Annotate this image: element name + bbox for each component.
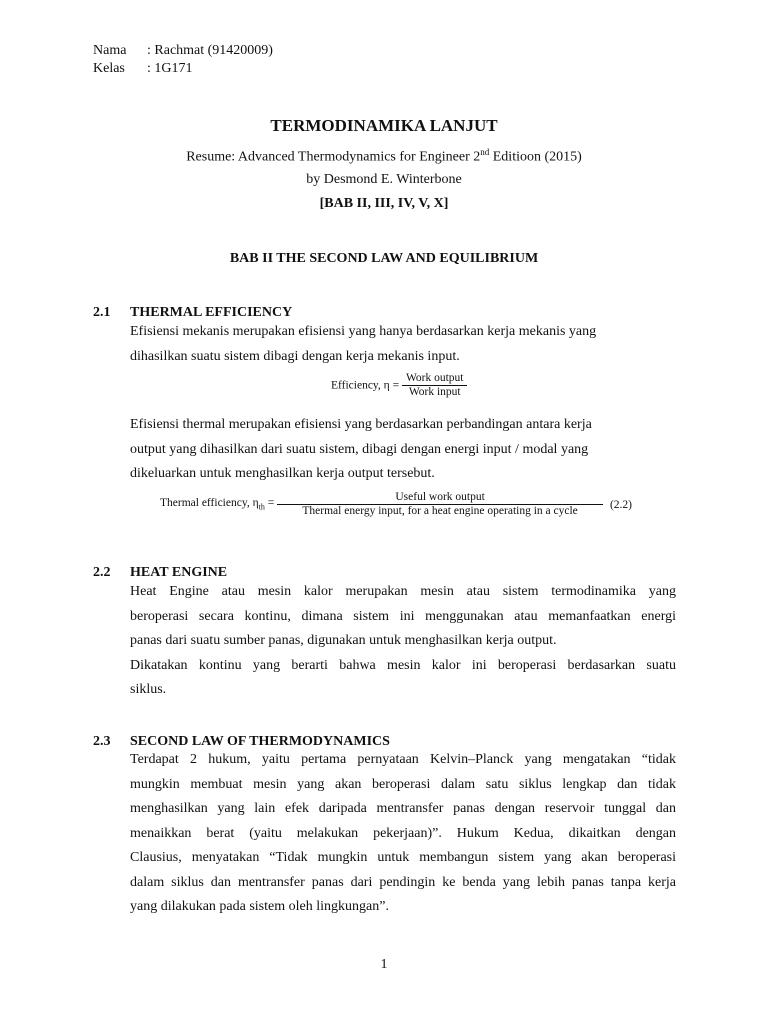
text-line: siklus.: [130, 682, 167, 697]
paragraph-mechanical-efficiency: [130, 320, 676, 369]
text-line: output yang dihasilkan dari suatu sistem, dibagi dengan energi input / modal yang: [130, 441, 589, 457]
text-line: Clausius, menyatakan “Tidak mungkin untuk membangun sistem yang akan beroperasi: [130, 850, 676, 865]
document-title: TERMODINAMIKA LANJUT: [270, 116, 498, 135]
class-value: : 1G171: [147, 61, 193, 76]
text-line: mungkin membuat mesin yang akan beroperasi dalam satu siklus lengkap dan tidak: [130, 776, 676, 792]
text-line: Terdapat 2 hukum, yaitu pertama pernyataan Kelvin–Planck yang mengatakan “tidak: [130, 752, 676, 767]
text-line: Efisiensi mekanis merupakan efisiensi yang hanya berdasarkan kerja mekanis yang: [130, 324, 597, 339]
equation-denominator: Work input: [408, 386, 461, 398]
paragraph-heat-engine: [130, 580, 676, 703]
equation-numerator: Useful work output: [277, 491, 603, 505]
equation-lhs-subscript: th: [258, 502, 265, 512]
equation-equals: =: [264, 497, 275, 510]
section-title-2-3: SECOND LAW OF THERMODYNAMICS: [130, 734, 390, 749]
chapters-line: [BAB II, III, IV, V, X]: [319, 196, 449, 211]
resume-sup: nd: [480, 147, 490, 157]
equation-lhs: Efficiency, η =: [331, 379, 400, 392]
text-line: dalam siklus dan mentransfer panas dari pendingin ke benda yang lebih panas tanpa kerja: [130, 874, 676, 890]
equation-denominator: Thermal energy input, for a heat engine operating in a cycle: [302, 505, 578, 517]
equation-lhs: [160, 497, 275, 512]
text-line: dikeluarkan untuk menghasilkan kerja output tersebut.: [130, 466, 435, 481]
header-class-row: [0, 60, 768, 78]
text-line: panas dari suatu sumber panas, digunakan untuk menghasilkan kerja output.: [130, 633, 557, 648]
name-value: : Rachmat (91420009): [147, 43, 273, 58]
text-line: dihasilkan suatu sistem dibagi dengan kerja mekanis input.: [130, 348, 460, 364]
class-label: Kelas: [93, 61, 125, 76]
equation-lhs-text: Thermal efficiency, η: [160, 497, 259, 510]
equation-fraction: [277, 491, 603, 518]
text-line: menghasilkan yang lain efek daripada mentransfer panas dengan reservoir tunggal dan: [130, 801, 676, 816]
resume-prefix: Resume: Advanced Thermodynamics for Engineer 2: [186, 149, 481, 165]
section-number-2-2: 2.2: [93, 565, 111, 580]
header-name-row: [0, 42, 768, 60]
text-line: Heat Engine atau mesin kalor merupakan mesin atau sistem termodinamika yang: [130, 584, 676, 599]
section-number-2-3: 2.3: [93, 734, 111, 749]
paragraph-second-law: [130, 748, 676, 920]
equation-fraction: [402, 372, 468, 399]
equation-numerator: Work output: [402, 372, 468, 386]
equation-thermal-efficiency: [160, 491, 650, 518]
equation-reference: (2.2): [609, 498, 633, 511]
name-label: Nama: [93, 43, 127, 58]
paragraph-thermal-efficiency: [130, 413, 676, 487]
section-title-2-1: THERMAL EFFICIENCY: [130, 305, 293, 320]
text-line: Dikatakan kontinu yang berarti bahwa mesin kalor ini beroperasi berdasarkan suatu: [130, 657, 676, 673]
section-title-2-2: HEAT ENGINE: [130, 565, 228, 580]
text-line: yang dilakukan pada sistem oleh lingkungan”.: [130, 899, 389, 914]
chapter-heading: BAB II THE SECOND LAW AND EQUILIBRIUM: [229, 251, 539, 266]
equation-efficiency: [331, 372, 467, 399]
author-line: by Desmond E. Winterbone: [306, 172, 462, 187]
text-line: Efisiensi thermal merupakan efisiensi yang berdasarkan perbandingan antara kerja: [130, 417, 592, 432]
text-line: menaikkan berat (yaitu melakukan pekerjaan)”. Hukum Kedua, dikaitkan dengan: [130, 825, 676, 841]
section-number-2-1: 2.1: [93, 305, 111, 320]
text-line: beroperasi secara kontinu, dimana sistem ini menggunakan atau memanfaatkan energi: [130, 608, 676, 624]
resume-line: [0, 147, 768, 166]
resume-suffix: Editioon (2015): [489, 149, 582, 165]
page-number: 1: [380, 957, 388, 972]
